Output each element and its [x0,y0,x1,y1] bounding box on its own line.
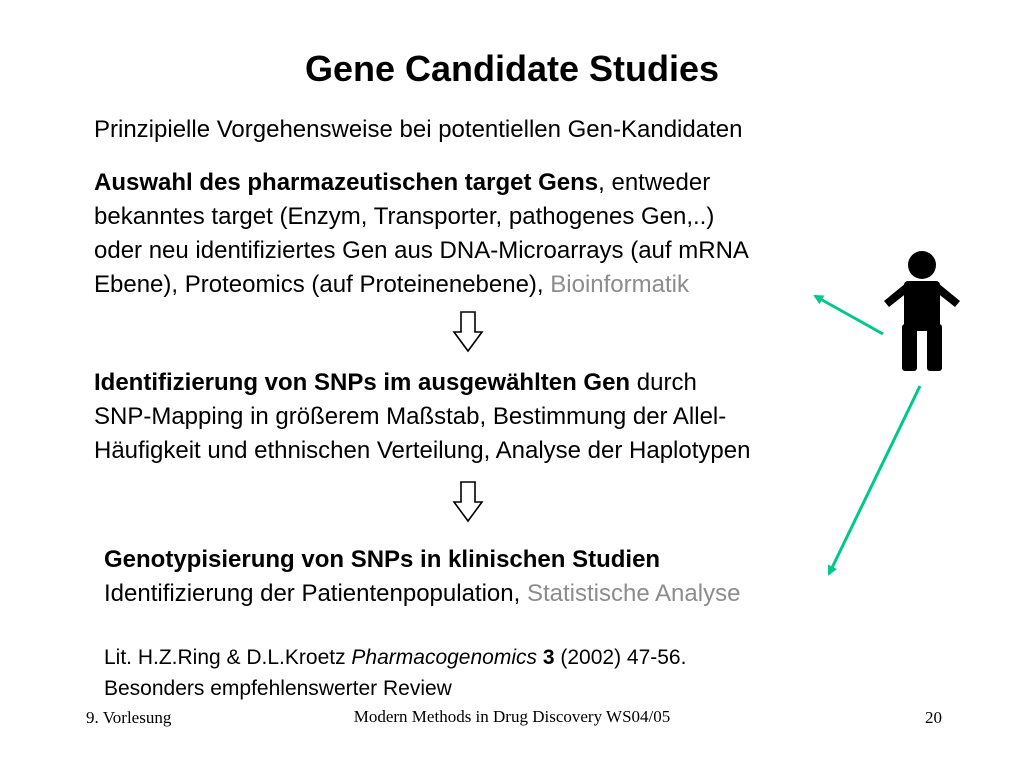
literature-rest: (2002) 47-56. [554,646,687,669]
step-3-line-2-text: Identifizierung der Patientenpopulation, [104,580,527,607]
literature-volume: 3 [537,646,555,669]
slide-title: Gene Candidate Studies [304,48,720,89]
step-2-line-3: Häufigkeit und ethnischen Verteilung, Analyse der Haplotypen [94,437,751,464]
step-1-heading: Auswahl des pharmazeutischen target Gens [94,169,599,196]
step-1-line-2: bekanntes target (Enzym, Transporter, pathogenes Gen,..) [94,203,715,230]
slide-subtitle: Prinzipielle Vorgehensweise bei potentiellen Gen-Kandidaten [94,116,743,143]
step-1-highlight: Bioinformatik [550,271,689,298]
green-arrow-icon [815,296,883,334]
step-2-line-1-rest: durch [630,369,697,396]
literature-prefix: Lit. H.Z.Ring & D.L.Kroetz [104,646,352,669]
footer-page-number: 20 [925,708,942,727]
green-arrow-icon [829,386,920,574]
down-arrow-icon [454,482,482,521]
step-1-line-4-text: Ebene), Proteomics (auf Proteinenebene), [94,271,551,298]
person-icon [884,251,960,371]
footer-course: Modern Methods in Drug Discovery WS04/05 [353,707,671,726]
step-3-highlight: Statistische Analyse [526,580,741,607]
step-2-heading: Identifizierung von SNPs im ausgewählten Gen [94,369,631,396]
step-1-line-1-rest: , entweder [598,169,711,196]
footer-lecture: 9. Vorlesung [86,708,172,727]
step-3-heading: Genotypisierung von SNPs in klinischen Studien [104,546,661,573]
literature-line-2: Besonders empfehlenswerter Review [104,677,452,700]
literature-journal: Pharmacogenomics [351,646,538,669]
step-1-line-3: oder neu identifiziertes Gen aus DNA-Microarrays (auf mRNA [94,237,749,264]
down-arrow-icon [454,312,482,351]
step-2-line-2: SNP-Mapping in größerem Maßstab, Bestimmung der Allel- [94,403,727,430]
